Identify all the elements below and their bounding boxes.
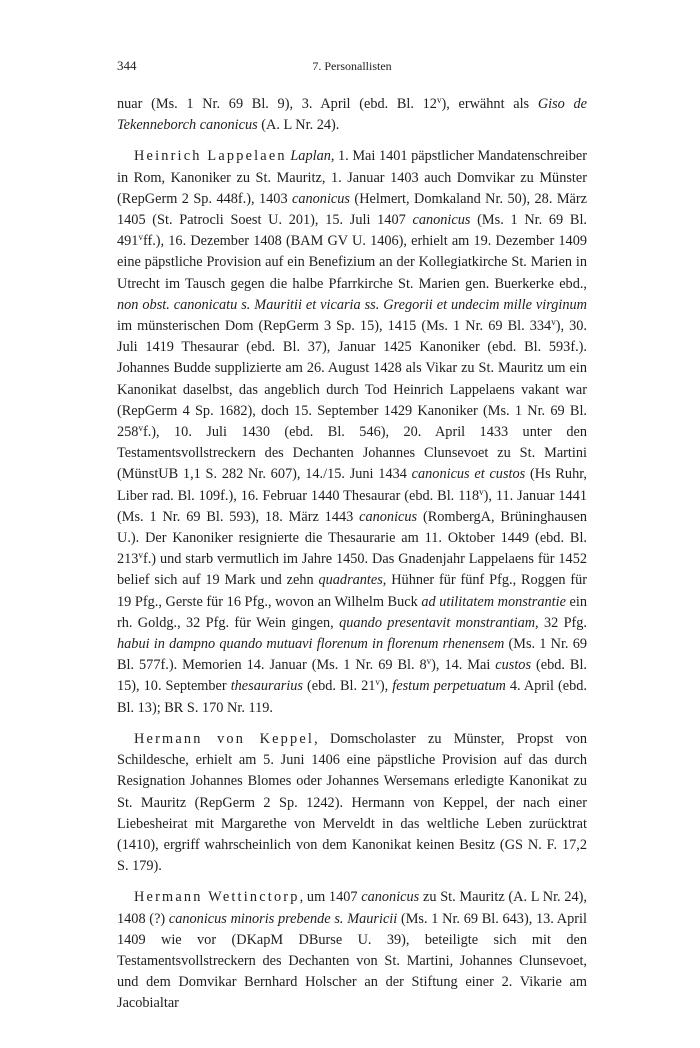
running-head: [117, 58, 587, 80]
entry-heinrich-lappelaen: Heinrich Lappelaen Laplan, 1. Mai 1401 päpstlicher Mandatenschreiber in Rom, Kanoniker zu St. Mauritz, 1. Januar 1403 auch Domvikar zu Münster (RepGerm 2 Sp. 448f.), 1403 canonicus (Helmert, Domkaland Nr. 50), 28. März 1405 (St. Patrocli Soest U. 201), 15. Juli 1407 canonicus (Ms. 1 Nr. 69 Bl. 491$^v$ff.), 16. Dezember 1408 (BAM GV U. 1406), erhielt am 19. Dezember 1409 eine päpstliche Provision auf ein Benefizium an der Kollegiatkirche St. Marien in Utrecht im Tausch gegen die halbe Pfarrkirche St. Marien gen. Buerkerke ebd., non obst. canonicatu s. Mauritii et vicaria ss. Gregorii et undecim mille virginum im münsterischen Dom (RepGerm 3 Sp. 15), 1415 (Ms. 1 Nr. 69 Bl. 334$^v$), 30. Juli 1419 Thesaurar (ebd. Bl. 37), Januar 1425 Kanoniker (ebd. Bl. 593f.). Johannes Budde supplizierte am 26. August 1428 als Vikar zu St. Mauritz um ein Kanonikat daselbst, das angeblich durch Tod Heinrich Lappelaens vakant war (RepGerm 4 Sp. 1682), doch 15. September 1429 Kanoniker (Ms. 1 Nr. 69 Bl. 258$^v$f.), 10. Juli 1430 (ebd. Bl. 546), 20. April 1433 unter den Testamentsvollstreckern des Dechanten Johannes Clunsevoet zu St. Martini (MünstUB 1,1 S. 282 Nr. 607), 14./15. Juni 1434 canonicus et custos (Hs Ruhr, Liber rad. Bl. 109f.), 16. Februar 1440 Thesaurar (ebd. Bl. 118$^v$), 11. Januar 1441 (Ms. 1 Nr. 69 Bl. 593), 18. März 1443 canonicus (RombergA, Brüninghausen U.). Der Kanoniker resignierte die Thesaurarie am 11. Oktober 1449 (ebd. Bl. 213$^v$f.) und starb vermutlich im Jahre 1450. Das Gnadenjahr Lappelaens für 1452 belief sich auf 19 Mark und zehn quadrantes, Hühner für fünf Pfg., Roggen für 19 Pfg., Gerste für 16 Pfg., wovon an Wilhelm Buck ad utilitatem monstrantie ein rh. Goldg., 32 Pfg. für Wein gingen, quando presentavit monstrantiam, 32 Pfg. habui in dampno quando mutuavi florenum in florenum rhenensem (Ms. 1 Nr. 69 Bl. 577f.). Memorien 14. Januar (Ms. 1 Nr. 69 Bl. 8$^v$), 14. Mai custos (ebd. Bl. 15), 10. September thesaurarius (ebd. Bl. 21$^v$), festum perpetuatum 4. April (ebd. Bl. 13); BR S. 170 Nr. 119.: [117, 148, 588, 716]
paragraph-continuation: nuar (Ms. 1 Nr. 69 Bl. 9), 3. April (ebd. Bl. 12$^v$), erwähnt als Giso de Tekenneborch canonicus (A. L Nr. 24).: [117, 95, 588, 134]
entry-hermann-von-keppel: Hermann von Keppel, Domscholaster zu Münster, Propst von Schildesche, erhielt am 5. Juni 1406 eine päpstliche Provision auf das durch Resignation Johannes Blomes oder Johannes Wersemans erledigte Kanonikat zu St. Mauritz (RepGerm 2 Sp. 1242). Hermann von Keppel, der nach einer Liebesheirat mit Margarethe von Merveldt in das weltliche Leben zurücktrat (1410), ergriff wahrscheinlich von dem Kanonikat keinen Besitz (GS N. F. 17,2 S. 179).: [117, 730, 587, 875]
person-name: Hermann Wettinctorp: [134, 889, 300, 906]
entry-hermann-wettinctorp: Hermann Wettinctorp, um 1407 canonicus zu St. Mauritz (A. L Nr. 24), 1408 (?) canonicus minoris prebende s. Mauricii (Ms. 1 Nr. 69 Bl. 643), 13. April 1409 wie vor (DKapM DBurse U. 39), beteiligte sich mit den Testamentsvollstreckern des Dechanten von St. Martini, Johannes Clunsevoet, und dem Domvikar Bernhard Holscher an der Stiftung einer 2. Vikarie am Jacobialtar: [117, 889, 587, 1012]
book-page: [117, 58, 587, 1025]
person-name: Hermann von Keppel: [134, 730, 315, 747]
person-name: Heinrich Lappelaen: [134, 148, 287, 165]
running-title: 7. Personallisten: [312, 59, 392, 73]
page-number: 344: [117, 58, 137, 73]
body-text: [117, 94, 587, 1015]
